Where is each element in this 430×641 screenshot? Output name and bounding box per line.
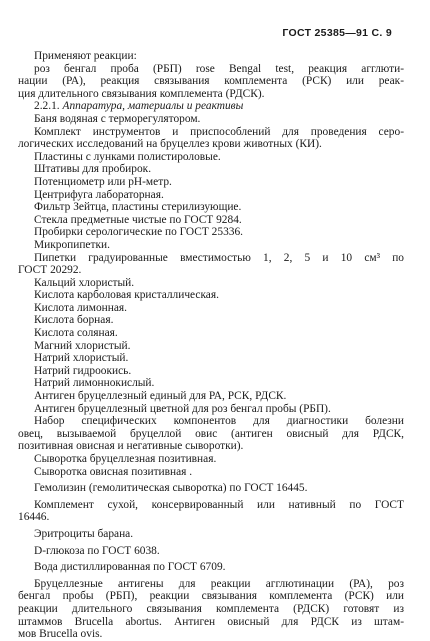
paragraph-line: ция длительного связывания комплемента (РДСК).	[18, 87, 265, 100]
list-item: Пипетки градуированные вместимостью 1, 2, 5 и 10 см³ по	[34, 251, 404, 264]
page-header: ГОСТ 25385—91 С. 9	[282, 27, 392, 39]
list-item: Натрий хлористый.	[34, 352, 129, 365]
list-item: Набор специфических компонентов для диагностики болезни	[34, 415, 404, 428]
list-item: Пластины с лунками полистироловые.	[34, 150, 221, 163]
list-item: Сыворотка овисная позитивная .	[34, 465, 193, 478]
list-item: Сыворотка бруцеллезная позитивная.	[34, 453, 217, 465]
list-item: Натрий гидроокись.	[34, 364, 132, 377]
list-item: Кислота борная.	[34, 314, 114, 327]
paragraph-line: нации (РА), реакция связывания комплемента (РСК) или реак-	[18, 75, 404, 88]
list-item: Эритроциты барана.	[34, 527, 134, 540]
paragraph-line: бенгал пробы (РБП), реакции связывания комплемента (РСК) или	[18, 590, 404, 603]
list-item: логических исследований на бруцеллез крови животных (КИ).	[18, 138, 322, 151]
list-item: Фильтр Зейтца, пластины стерилизующие.	[34, 201, 242, 214]
list-item: Потенциометр или рН-метр.	[34, 175, 172, 188]
list-item: Штативы для пробирок.	[34, 163, 152, 176]
paragraph-line: штаммов Brucella abortus. Антиген овисный для РДСК из штам-	[18, 615, 404, 628]
list-item: Комплект инструментов и приспособлений для проведения серо-	[34, 125, 404, 138]
list-item: Антиген бруцеллезный единый для РА, РСК, РДСК.	[34, 390, 287, 403]
list-item: Баня водяная с терморегулятором.	[34, 112, 201, 125]
list-item: Гемолизин (гемолитическая сыворотка) по ГОСТ 16445.	[34, 482, 308, 495]
section-number: 2.2.1.	[34, 100, 60, 113]
list-item: Кислота лимонная.	[34, 301, 128, 314]
list-item: ГОСТ 20292.	[18, 264, 82, 277]
list-item: Магний хлористый.	[34, 339, 131, 352]
list-item: позитивная овисная и негативные сыворотки).	[18, 440, 244, 453]
paragraph-line: роз бенгал проба (РБП) rose Bengal test, реакция агглюти-	[34, 62, 404, 75]
paragraph-line: Бруцеллезные антигены для реакции агглютинации (РА), роз	[34, 577, 404, 590]
list-item: Кальций хлористый.	[34, 276, 135, 289]
paragraph-line: реакции длительного связывания комплемента (РДСК) готовят из	[18, 602, 404, 615]
list-item: Пробирки серологические по ГОСТ 25336.	[34, 226, 244, 239]
list-item: Микропипетки.	[34, 238, 110, 251]
list-item: Антиген бруцеллезный цветной для роз бенгал пробы (РБП).	[34, 402, 331, 415]
list-item: Кислота соляная.	[34, 327, 118, 340]
section-title: Аппаратура, материалы и реактивы	[62, 100, 244, 113]
list-item: Стекла предметные чистые по ГОСТ 9284.	[34, 213, 242, 226]
document-body	[18, 50, 404, 641]
list-item: Вода дистиллированная по ГОСТ 6709.	[34, 561, 226, 574]
list-item: Комплемент сухой, консервированный или нативный по ГОСТ	[34, 498, 404, 511]
list-item: Кислота карболовая кристаллическая.	[34, 289, 219, 302]
section-heading	[18, 100, 404, 113]
paragraph-line: мов Brucella ovis.	[18, 628, 103, 641]
list-item: D-глюкоза по ГОСТ 6038.	[34, 544, 160, 557]
list-item: 16446.	[18, 511, 50, 524]
paragraph-line: Применяют реакции:	[34, 50, 137, 62]
list-item: Центрифуга лабораторная.	[34, 188, 164, 201]
list-item: Натрий лимоннокислый.	[34, 377, 155, 390]
list-item: овец, вызываемой бруцеллой овис (антиген овисный для РДСК,	[18, 427, 404, 440]
